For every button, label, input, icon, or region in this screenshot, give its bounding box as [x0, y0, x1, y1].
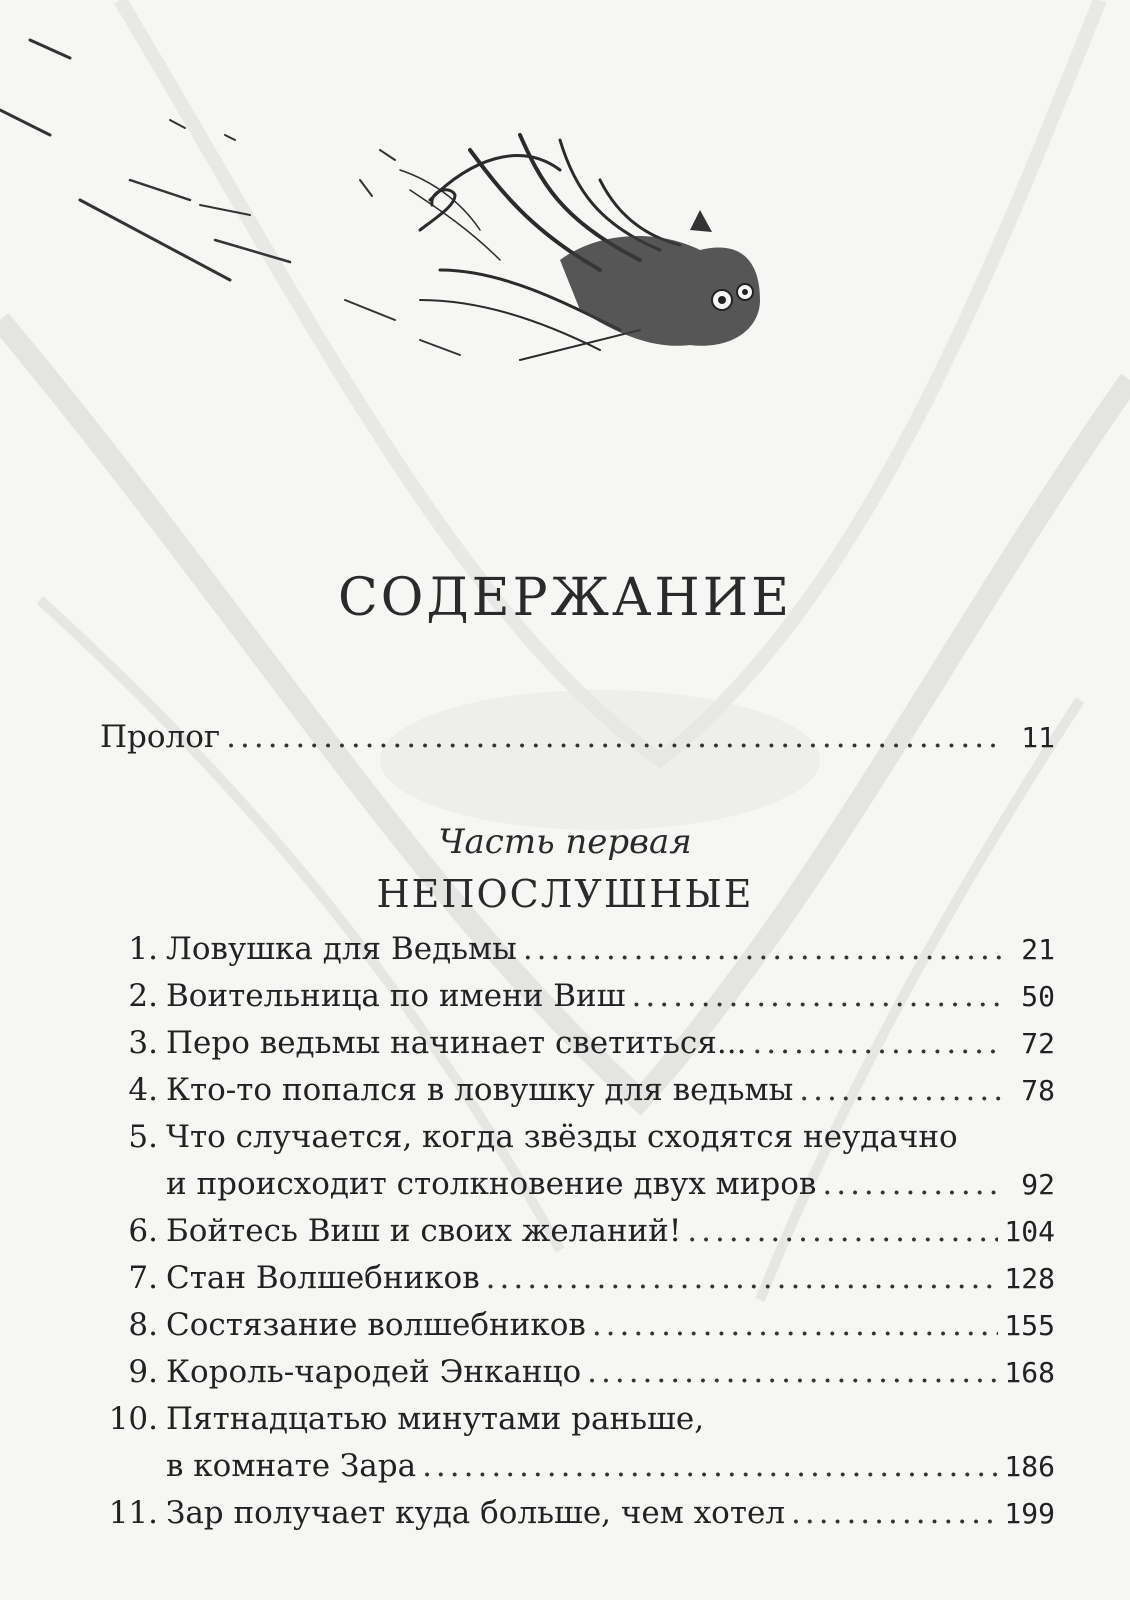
- toc-row: [100, 1256, 1055, 1300]
- page-title: СОДЕРЖАНИЕ: [337, 568, 793, 628]
- toc-leader-dots: [523, 927, 1001, 971]
- toc-page-number: 128: [1004, 1262, 1055, 1295]
- toc-text: в комнате Зара: [166, 1448, 417, 1484]
- toc-page-number: 168: [1004, 1356, 1055, 1389]
- toc-page-number: 199: [1004, 1497, 1055, 1530]
- toc-leader-dots: [687, 1209, 998, 1253]
- toc-text: Перо ведьмы начинает светиться...: [166, 1025, 747, 1061]
- toc-row-continuation: [100, 1162, 1055, 1206]
- toc-leader-dots: [226, 715, 1001, 759]
- toc-leader-dots: [422, 1444, 998, 1488]
- toc-row: [100, 927, 1055, 971]
- toc-row: [100, 1068, 1055, 1112]
- toc-row: [100, 1115, 1055, 1159]
- toc-text: Король-чародей Энканцо: [166, 1354, 582, 1390]
- toc-number: 2.: [128, 978, 158, 1014]
- toc-row: [100, 1209, 1055, 1253]
- toc-page-number: 92: [1021, 1168, 1055, 1201]
- toc-text: Ловушка для Ведьмы: [166, 931, 517, 967]
- toc-leader-dots: [822, 1162, 1001, 1206]
- toc-leader-dots: [486, 1256, 999, 1300]
- toc-number: 7.: [128, 1260, 158, 1296]
- toc-text: Кто-то попался в ловушку для ведьмы: [166, 1072, 794, 1108]
- toc-text: Пролог: [100, 719, 221, 755]
- toc-page-number: 21: [1021, 933, 1055, 966]
- part-title: НЕПОСЛУШНЫЕ: [376, 872, 754, 916]
- toc-page-number: 11: [1021, 721, 1055, 754]
- toc-row: [100, 1021, 1055, 1065]
- toc-text: и происходит столкновение двух миров: [166, 1166, 817, 1202]
- toc-leader-dots: [632, 974, 1001, 1018]
- creature-illustration: [0, 0, 820, 420]
- toc-leader-dots: [752, 1021, 1001, 1065]
- toc-text: Пятнадцатью минутами раньше,: [166, 1401, 705, 1437]
- toc-row: [100, 1491, 1055, 1535]
- toc-number: 3.: [128, 1025, 158, 1061]
- toc-text: Зар получает куда больше, чем хотел: [166, 1495, 786, 1531]
- toc-page-number: 155: [1004, 1309, 1055, 1342]
- toc-page-number: 50: [1021, 980, 1055, 1013]
- toc-page-number: 104: [1004, 1215, 1055, 1248]
- toc-number: 1.: [128, 931, 158, 967]
- toc-row: [100, 1397, 1055, 1441]
- toc-number: 8.: [128, 1307, 158, 1343]
- toc-page-number: 186: [1004, 1450, 1055, 1483]
- toc-text: Состязание волшебников: [166, 1307, 586, 1343]
- toc-leader-dots: [587, 1350, 998, 1394]
- part-label: Часть первая: [438, 822, 692, 862]
- toc-row: [100, 974, 1055, 1018]
- toc-page-number: 72: [1021, 1027, 1055, 1060]
- toc-row-prologue: [100, 715, 1055, 759]
- toc-text: Что случается, когда звёзды сходятся неудачно: [166, 1119, 958, 1155]
- toc-text: Воительница по имени Виш: [166, 978, 626, 1014]
- toc-text: Бойтесь Виш и своих желаний!: [166, 1213, 682, 1249]
- toc-leader-dots: [592, 1303, 999, 1347]
- toc-row: [100, 1303, 1055, 1347]
- toc-number: 6.: [128, 1213, 158, 1249]
- toc-number: 4.: [128, 1072, 158, 1108]
- toc-row: [100, 1350, 1055, 1394]
- toc-number: 10.: [108, 1401, 158, 1437]
- toc-leader-dots: [799, 1068, 1001, 1112]
- toc-leader-dots: [791, 1491, 998, 1535]
- toc-text: Стан Волшебников: [166, 1260, 480, 1296]
- toc-row-continuation: [100, 1444, 1055, 1488]
- toc-number: 5.: [128, 1119, 158, 1155]
- toc-number: 9.: [128, 1354, 158, 1390]
- toc-page-number: 78: [1021, 1074, 1055, 1107]
- toc-number: 11.: [108, 1495, 158, 1531]
